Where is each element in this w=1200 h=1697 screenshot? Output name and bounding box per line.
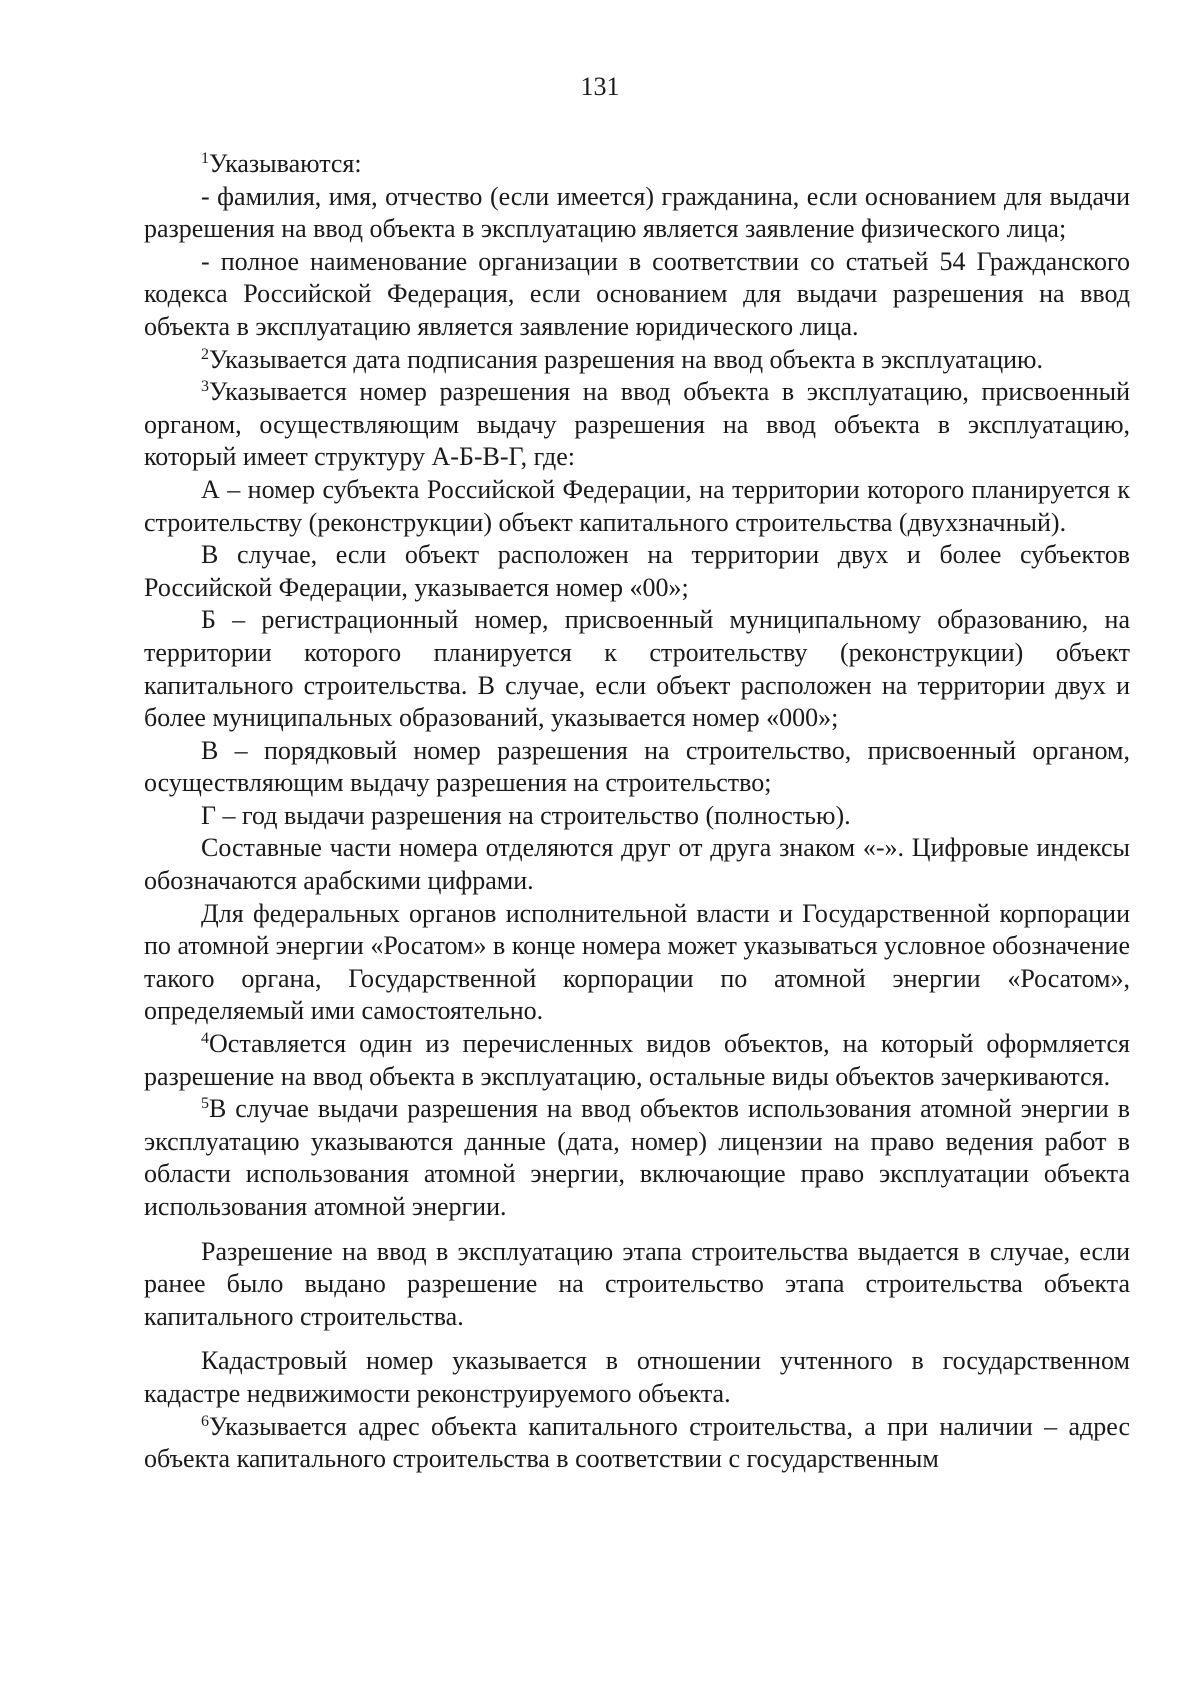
paragraph-text: - полное наименование организации в соответствии со статьей 54 Гражданского кодекса Российской Федерация, если основанием для выдачи разрешения на ввод объекта в эксплуатацию является заявление юридического лица. [144, 246, 1130, 341]
footnote-6 [144, 1411, 1130, 1476]
footnote-3-part-a-note [144, 539, 1130, 604]
page-number: 131 [580, 72, 620, 101]
footnote-mark: 3 [201, 378, 209, 396]
paragraph-text: Б – регистрационный номер, присвоенный муниципальному образованию, на территории которого планируется к строительству (реконструкции) объект капитального строительства. В случае, если объект расположен на территории двух и более муниципальных образований, указывается номер «000»; [144, 605, 1130, 733]
paragraph-text: Разрешение на ввод в эксплуатацию этапа строительства выдается в случае, если ранее было выдано разрешение на строительство этапа строительства объекта капитального строительства. [144, 1236, 1130, 1331]
paragraph-text: В случае выдачи разрешения на ввод объектов использования атомной энергии в эксплуатацию указываются данные (дата, номер) лицензии на право ведения работ в области использования атомной энергии, включающие право эксплуатации объекта использования атомной энергии. [144, 1094, 1130, 1221]
paragraph-text: Указывается адрес объекта капитального строительства, а при наличии – адрес объекта капитального строительства в соответствии с государственным [144, 1411, 1130, 1474]
paragraph-text: Указывается дата подписания разрешения на ввод объекта в эксплуатацию. [209, 344, 1043, 374]
footnote-4 [144, 1028, 1130, 1093]
footnote-1-item-organization [144, 246, 1130, 344]
paragraph-text: Для федеральных органов исполнительной власти и Государственной корпорации по атомной энергии «Росатом» в конце номера может указываться условное обозначение такого органа, Государственной корпорации по атомной энергии «Росатом», определяемый ими самостоятельно. [144, 898, 1130, 1026]
footnote-5-stage-permit [144, 1236, 1130, 1334]
paragraph-text: В – порядковый номер разрешения на строительство, присвоенный органом, осуществляющим выдачу разрешения на строительство; [144, 735, 1130, 798]
footnote-3-part-b [144, 604, 1130, 734]
paragraph-text: Указывается номер разрешения на ввод объекта в эксплуатацию, присвоенный органом, осуществляющим выдачу разрешения на ввод объекта в эксплуатацию, который имеет структуру А-Б-В-Г, где: [144, 377, 1130, 472]
footnote-1-item-citizen [144, 181, 1130, 246]
paragraph-text: Кадастровый номер указывается в отношении учтенного в государственном кадастре недвижимости реконструируемого объекта. [144, 1346, 1130, 1408]
paragraph-text: В случае, если объект расположен на территории двух и более субъектов Российской Федерации, указывается номер «00»; [144, 540, 1130, 602]
footnote-mark: 2 [201, 345, 209, 363]
footnote-mark: 4 [201, 1030, 209, 1048]
footnote-3-part-v [144, 735, 1130, 800]
footnote-3-part-a [144, 474, 1130, 539]
footnote-1-intro [144, 148, 1130, 181]
footnote-5-cadastral-number [144, 1345, 1130, 1410]
paragraph-text: А – номер субъекта Российской Федерации, на территории которого планируется к строительству (реконструкции) объект капитального строительства (двухзначный). [144, 474, 1130, 537]
footnote-3-intro [144, 376, 1130, 474]
footnote-3-part-g [144, 800, 1130, 833]
paragraph-text: Г – год выдачи разрешения на строительство (полностью). [201, 800, 851, 830]
paragraph-text: Указываются: [209, 149, 362, 178]
footnote-5 [144, 1093, 1130, 1223]
footnote-mark: 1 [201, 150, 209, 167]
paragraph-text: Оставляется один из перечисленных видов объектов, на который оформляется разрешение на ввод объекта в эксплуатацию, остальные виды объектов зачеркиваются. [144, 1029, 1130, 1091]
footnote-3-federal-bodies [144, 898, 1130, 1028]
paragraph-text: - фамилия, имя, отчество (если имеется) гражданина, если основанием для выдачи разрешения на ввод объекта в эксплуатацию является заявление физического лица; [144, 181, 1130, 244]
paragraph-text: Составные части номера отделяются друг от друга знаком «-». Цифровые индексы обозначаются арабскими цифрами. [144, 833, 1130, 896]
footnote-mark: 6 [201, 1412, 209, 1430]
footnotes-body [144, 148, 1130, 1476]
footnote-3-separators [144, 832, 1130, 897]
footnote-mark: 5 [201, 1095, 209, 1113]
footnote-2 [144, 344, 1130, 377]
